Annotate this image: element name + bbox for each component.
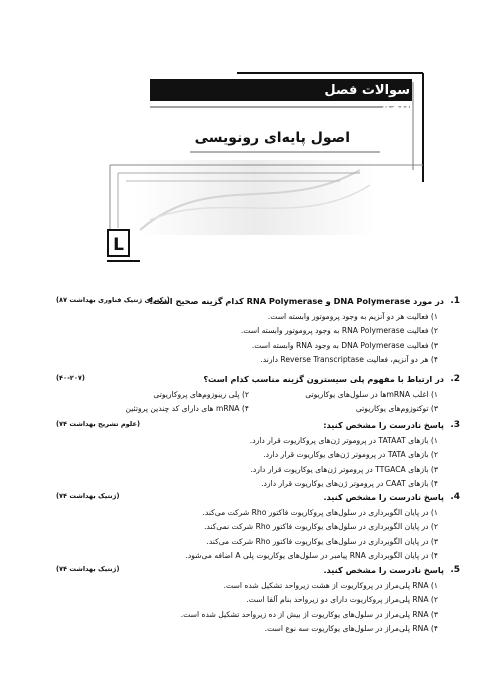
question-1 bbox=[56, 296, 460, 370]
option-2[interactable]: ۲) بازهای TATA در پروموتر ژن‌های یوکاریوت قرار دارد. bbox=[263, 450, 438, 460]
option-1[interactable]: ۱) اغلب mRNAها در سلول‌های یوکاریوتی bbox=[305, 390, 438, 399]
question-source: (علوم تشریح بهداشت ۷۴) bbox=[56, 420, 141, 428]
question-number: .3 bbox=[450, 420, 460, 430]
question-text: در ارتباط با مفهوم پلی سیسترون گزینه مناسب کدام است؟ bbox=[203, 374, 444, 384]
question-source: (ژنتیک بهداشت ۷۴) bbox=[56, 565, 120, 573]
option-3[interactable]: ۳) بازهای TTGACA در پروموتر ژن‌های یوکاریوت قرار دارد. bbox=[250, 464, 438, 474]
chapter-title: سوالات فصل پنجم bbox=[324, 83, 410, 113]
option-4[interactable]: ۴) mRNA های دارای کد چندین پروتئین bbox=[125, 404, 249, 413]
option-3[interactable]: ۳) RNA پلی‌مراز در سلول‌های یوکاریوت از بیش از ده زیرواحد تشکیل شده است. bbox=[180, 609, 438, 619]
question-2 bbox=[56, 374, 460, 418]
question-source: (ژنتیک بهداشت ۷۴) bbox=[56, 492, 120, 500]
option-1[interactable]: ۱) بازهای TATAAT در پروموتر ژن‌های پروکاریوت قرار دارد. bbox=[249, 436, 438, 445]
question-text: پاسخ نادرست را مشخص کنید: bbox=[323, 420, 444, 430]
option-1[interactable]: ۱) در پایان الگوبرداری در سلول‌های پروکاریوت فاکتور Rho شرکت می‌کند. bbox=[202, 508, 438, 517]
option-3[interactable]: ۳) توکتوزوم‌های یوکاریوتی bbox=[355, 404, 438, 413]
section-title: اصول پایه‌ای رونویسی bbox=[194, 130, 350, 146]
question-text: پاسخ نادرست را مشخص کنید. bbox=[323, 492, 444, 502]
option-2[interactable]: ۲) RNA پلی‌مراز پروکاریوت دارای دو زیرواحد بنام آلفا است. bbox=[246, 595, 438, 605]
question-4 bbox=[56, 492, 460, 566]
question-source: (دکترای ژنتیک فناوری بهداشت ۸۷) bbox=[56, 296, 170, 304]
option-4[interactable]: ۴) RNA پلی‌مراز در سلول‌های یوکاریوت سه نوع است. bbox=[264, 624, 438, 634]
option-3[interactable]: ۳) در پایان الگوبرداری در سلول‌های یوکاریوت فاکتور Rho شرکت می‌کند. bbox=[206, 536, 438, 546]
option-1[interactable]: ۱) RNA پلی‌مراز در پروکاریوت از هشت زیرواحد تشکیل شده است. bbox=[223, 581, 438, 590]
option-2[interactable]: ۲) پلی ریبوزوم‌های پروکاریوتی bbox=[153, 390, 249, 399]
option-1[interactable]: ۱) فعالیت هر دو آنزیم به وجود پروموتور وابسته است. bbox=[267, 312, 438, 321]
question-number: .1 bbox=[450, 296, 460, 306]
question-text: پاسخ نادرست را مشخص کنید. bbox=[323, 565, 444, 575]
question-text: در مورد DNA Polymerase و RNA Polymerase کدام گزینه صحیح است؟ bbox=[148, 296, 444, 306]
option-3[interactable]: ۳) فعالیت DNA Polymerase به وجود RNA وابسته است. bbox=[251, 340, 438, 350]
option-4[interactable]: ۴) هر دو آنزیم، فعالیت Reverse Transcriptase دارند. bbox=[260, 355, 438, 365]
question-number: .2 bbox=[450, 374, 460, 384]
question-source: (۴۰-۲۰۷) bbox=[56, 374, 85, 382]
option-2[interactable]: ۲) در پایان الگوبرداری در سلول‌های یوکاریوت فاکتور Rho شرکت نمی‌کند. bbox=[203, 522, 438, 532]
chapter-letter: L bbox=[113, 235, 124, 255]
option-4[interactable]: ۴) بازهای CAAT در پروموتر ژن‌های یوکاریوت قرار دارد. bbox=[261, 479, 438, 489]
chapter-header-graphic bbox=[0, 0, 500, 300]
question-5 bbox=[56, 565, 460, 639]
option-4[interactable]: ۴) در پایان الگوبرداری RNA پیامبر در سلول‌های یوکاریوت پلی A اضافه می‌شود. bbox=[185, 551, 438, 561]
question-number: .4 bbox=[450, 492, 460, 502]
question-number: .5 bbox=[450, 565, 460, 575]
option-2[interactable]: ۲) فعالیت RNA Polymerase به وجود پروموتور وابسته است. bbox=[240, 326, 438, 336]
question-3 bbox=[56, 420, 460, 494]
